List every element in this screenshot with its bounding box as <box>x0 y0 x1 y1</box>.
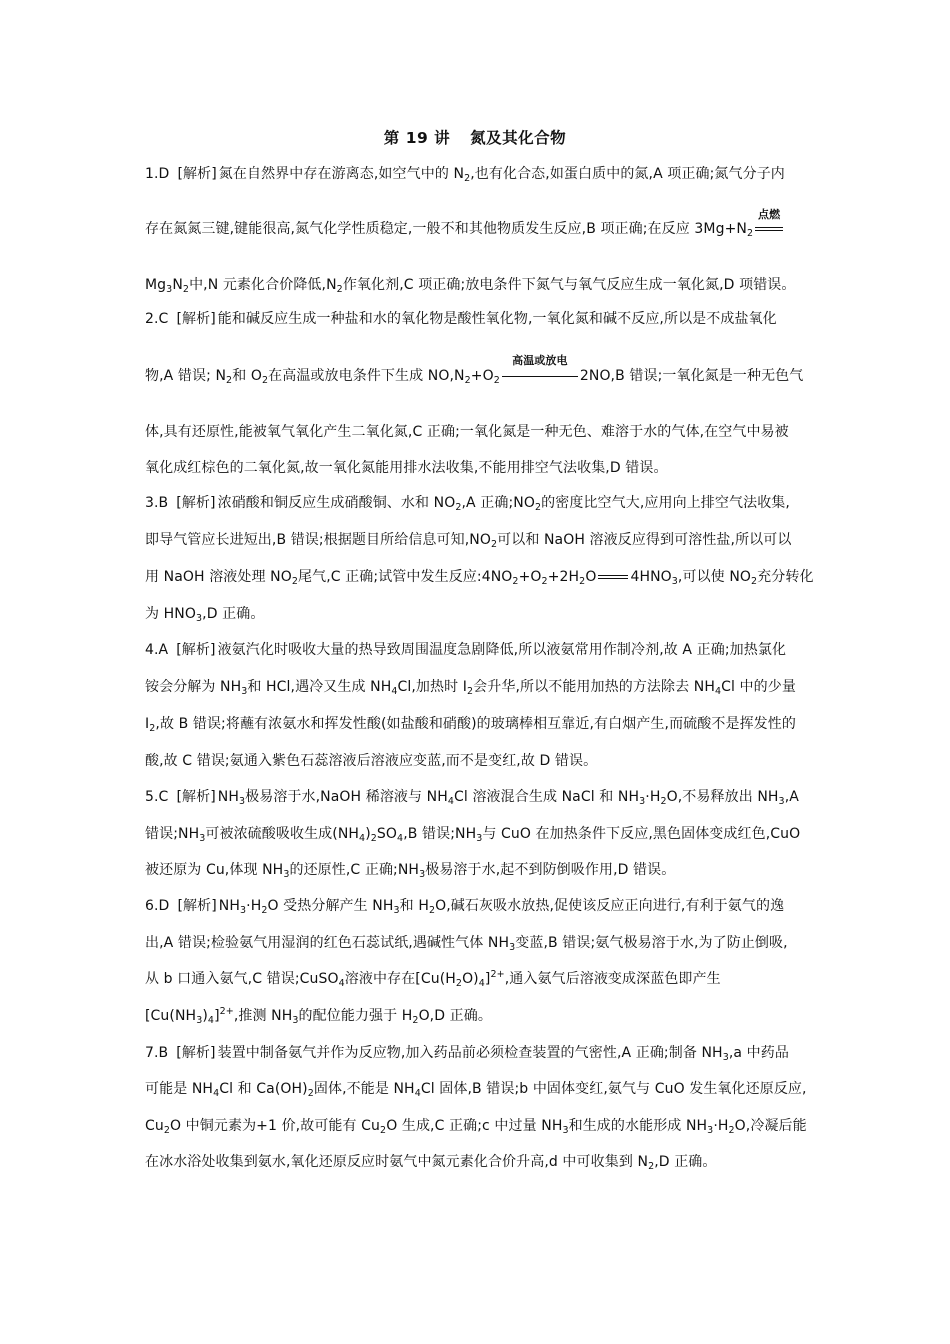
q3-line-2: 即导气管应长进短出,B 错误;根据题目所给信息可知$,NO_2$可以和 NaOH 溶液反应得到可溶性盐,所以可以 <box>145 532 792 550</box>
q4-line-2: 铵会分解为 $NH_3$和 HCl,遇冷又生成 $NH_4Cl$,加热时 $I_2$会升华,所以不能用加热的方法除去 $NH_4Cl$ 中的少量 <box>145 679 796 697</box>
q5-line-1: 5.C [解析] $NH_3$极易溶于水,NaOH 稀溶液与 $NH_4Cl$ 溶液混合生成 NaCl 和 $NH_3\cdot H_2O$,不易释放出 $NH_3,A$ <box>145 789 799 807</box>
q3-line-1: 3.B [解析] 浓硝酸和铜反应生成硝酸铜、水和 $NO_2,A$ 正确$;NO_2$的密度比空气大,应用向上排空气法收集, <box>145 495 790 513</box>
q2-number: 2.C <box>145 311 169 327</box>
q3-line-3: 用 NaOH 溶液处理 $NO_2$尾气,C 正确;试管中发生反应$:4NO_2+O_2+2H_2O$ $4HNO_3$,可以使 $NO_2$充分转化 <box>145 569 814 587</box>
q1-line-1: 1.D [解析] 氮在自然界中存在游离态,如空气中的 $N_2$,也有化合态,如蛋白质中的氮,A 项正确;氮气分子内 <box>145 166 785 184</box>
q1-line-2: 存在氮氮三键,键能很高,氮气化学性质稳定,一般不和其他物质发生反应,B 项正确;在反应 $3Mg+N_2$ 点燃 <box>145 219 810 239</box>
q2-tag: [解析] <box>176 311 216 327</box>
reaction-equals-sign <box>598 575 628 579</box>
q7-line-4: 在冰水浴处收集到氨水,氧化还原反应时氨气中氮元素化合价升高,d 中可收集到 $N_2,D$ 正确。 <box>145 1154 717 1172</box>
q7-tag: [解析] <box>176 1045 216 1061</box>
q1-tag: [解析] <box>177 166 217 182</box>
q6-line-4: $[Cu(NH_3)_4]^{2+}$,推测 $NH_3$的配位能力强于 $H_2O,D$ 正确。 <box>145 1006 492 1026</box>
q6-line-2: 出,A 错误;检验氨气用湿润的红色石蕊试纸,遇碱性气体 $NH_3$变蓝,B 错误;氨气极易溶于水,为了防止倒吸, <box>145 935 788 953</box>
reaction-equals-sign: 点燃 <box>755 227 783 231</box>
q2-line-2: 物,A 错误; $N_2$和 $O_2$在高温或放电条件下生成 $NO,N_2+O_2$ 高温或放电 2NO,B 错误;一氧化氮是一种无色气 <box>145 353 804 386</box>
page-title <box>0 126 950 148</box>
lecture-number: 第 19 讲 <box>383 129 451 147</box>
q2-line-1: 2.C [解析] 能和碱反应生成一种盐和水的氧化物是酸性氧化物,一氧化氮和碱不反应,所以是不成盐氧化 <box>145 311 777 327</box>
q5-line-3: 被还原为 Cu,体现 $NH_3$的还原性,C 正确$;NH_3$极易溶于水,起不到防倒吸作用,D 错误。 <box>145 862 676 880</box>
q6-number: 6.D <box>145 898 170 914</box>
q3-tag: [解析] <box>176 495 216 511</box>
q4-line-3: $I_2$,故 B 错误;将蘸有浓氨水和挥发性酸(如盐酸和硝酸)的玻璃棒相互靠近,有白烟产生,而硫酸不是挥发性的 <box>145 716 796 734</box>
q5-line-2: 错误$;NH_3$可被浓硫酸吸收生成$(NH_4)_2SO_4,B$ 错误$;NH_3$与 CuO 在加热条件下反应,黑色固体变成红色,CuO <box>145 826 801 844</box>
q6-line-1: 6.D [解析] $NH_3\cdot H_2O$ 受热分解产生 $NH_3$和 $H_2O$,碱石灰吸水放热,促使该反应正向进行,有利于氨气的逸 <box>145 898 785 916</box>
q3-number: 3.B <box>145 495 169 511</box>
q7-number: 7.B <box>145 1045 169 1061</box>
q1-line-3: $Mg_3N_2$中,N 元素化合价降低$,N_2$作氧化剂,C 项正确;放电条件下氮气与氧气反应生成一氧化氮,D 项错误。 <box>145 277 796 295</box>
q7-line-1: 7.B [解析] 装置中制备氨气并作为反应物,加入药品前必须检查装置的气密性,A 正确;制备 $NH_3,a$ 中药品 <box>145 1045 789 1063</box>
q7-line-2: 可能是 $NH_4Cl$ 和 $Ca(OH)_2$固体,不能是 $NH_4Cl$ 固体,B 错误;b 中固体变红,氨气与 CuO 发生氧化还原反应, <box>145 1081 807 1099</box>
q3-line-4: 为 $HNO_3,D$ 正确。 <box>145 606 265 624</box>
q6-line-3: 从 b 口通入氨气,C 错误;CuSO$_4$溶液中存在$[Cu(H_2O)_4]^{2+}$,通入氨气后溶液变成深蓝色即产生 <box>145 969 721 989</box>
q7-line-3: $Cu_2O$ 中铜元素为+1 价,故可能有 $Cu_2O$ 生成,C 正确;c 中过量 $NH_3$和生成的水能形成 $NH_3\cdot H_2O$,冷凝后能 <box>145 1118 807 1136</box>
q4-line-4: 酸,故 C 错误;氨通入紫色石蕊溶液后溶液应变蓝,而不是变红,故 D 错误。 <box>145 753 598 769</box>
lecture-topic: 氮及其化合物 <box>470 129 567 147</box>
q6-tag: [解析] <box>177 898 217 914</box>
q4-line-1: 4.A [解析] 液氨汽化时吸收大量的热导致周围温度急剧降低,所以液氨常用作制冷剂,故 A 正确;加热氯化 <box>145 642 787 658</box>
reaction-equals-sign: 高温或放电 <box>502 376 578 377</box>
q5-number: 5.C <box>145 789 169 805</box>
q4-number: 4.A <box>145 642 169 658</box>
q2-line-4: 氧化成红棕色的二氧化氮,故一氧化氮能用排水法收集,不能用排空气法收集,D 错误。 <box>145 460 668 476</box>
q5-tag: [解析] <box>176 789 216 805</box>
q1-number: 1.D <box>145 166 170 182</box>
q2-line-3: 体,具有还原性,能被氧气氧化产生二氧化氮,C 正确;一氧化氮是一种无色、难溶于水的气体,在空气中易被 <box>145 424 789 440</box>
q4-tag: [解析] <box>176 642 216 658</box>
